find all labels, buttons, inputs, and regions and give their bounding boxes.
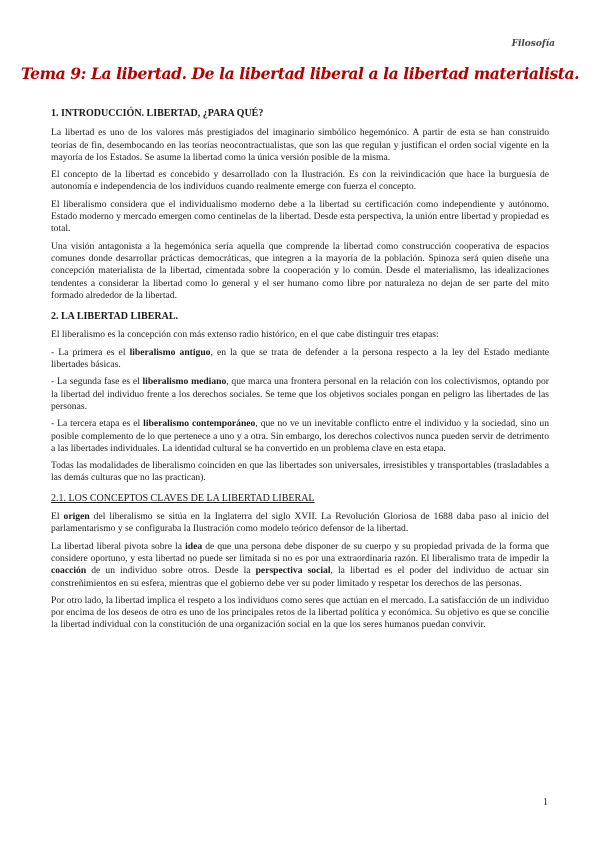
paragraph: El liberalismo considera que el individualismo moderno debe a la libertad su certificación como independiente y autónomo. Estado moderno y mercado emergen como centinelas de la libertad. Desde esta perspectiva, la unión entre libertad y propiedad es total. (51, 198, 549, 235)
header-subject: Filosofía (511, 39, 555, 49)
paragraph: La libertad liberal pivota sobre la idea de que una persona debe disponer de su cuerpo y su propiedad privada de la forma que considere oportuno, y esta libertad no puede ser limitada si no es por una extraordinaria razón. El liberalismo trata de impedir la coacción de un individuo sobre otros. Desde la perspectiva social, la libertad es el poder del individuo de actuar sin constreñimientos en su esfera, mientras que el gobierno debe ver su poder limitado y respetar los derechos de las personas. (51, 540, 550, 589)
document-body (51, 108, 549, 637)
emphasis: liberalismo antiguo (129, 346, 211, 358)
list-item-stage-2: - La segunda fase es el liberalismo mediano, que marca una frontera personal en la relación con los colectivismos, optando por la libertad del individuo frente a los derechos sociales. Se teme que los objetivos sociales pongan en peligro las libertades de las personas. (51, 376, 549, 412)
document-title: Tema 9: La libertad. De la libertad liberal a la libertad materialista. (20, 64, 580, 83)
paragraph: Todas las modalidades de liberalismo coinciden en que las libertades son universales, irresistibles y transportables (trasladables a las demás culturas que no las practican). (51, 460, 549, 484)
section-heading-intro: 1. INTRODUCCIÓN. LIBERTAD, ¿PARA QUÉ? (51, 108, 264, 119)
paragraph: Una visión antagonista a la hegemónica sería aquella que comprende la libertad como construcción cooperativa de espacios comunes donde desarrollar prácticas democráticas, que integren a la mayoría de la población. Spinoza será quien diseñe una concepción materialista de la libertad, cimentada sobre la cooperación y lo común. Desde el materialismo, las idealizaciones tendentes a considerar la libertad como lo general y el ser humano como libre por naturaleza no dejan de ser parte del mito formado alrededor de la libertad. (51, 240, 549, 301)
emphasis: idea (185, 540, 203, 552)
paragraph: El origen del liberalismo se sitúa en la Inglaterra del siglo XVII. La Revolución Gloriosa de 1688 daba paso al inicio del parlamentarismo y se configuraba la Ilustración como modelo teórico defensor de la libertad. (51, 511, 549, 535)
paragraph: La libertad es uno de los valores más prestigiados del imaginario simbólico hegemónico. A partir de esta se han construido teorías de fin, desembocando en las teorías neocontractualistas, que son las que regulan y justifican el orden social vigente en la mayoría de los Estados. Se asume la libertad como la única versión posible de la misma. (51, 127, 549, 163)
emphasis: coacción (51, 565, 87, 577)
section-heading-liberal: 2. LA LIBERTAD LIBERAL. (51, 311, 178, 323)
page-number: 1 (543, 797, 548, 808)
paragraph: El liberalismo es la concepción con más extenso radio histórico, en el que cabe distinguir tres etapas: (51, 329, 439, 341)
emphasis: perspectiva social (255, 565, 331, 577)
emphasis: liberalismo mediano (142, 376, 227, 388)
subsection-heading-concepts: 2.1. LOS CONCEPTOS CLAVES DE LA LIBERTAD LIBERAL (51, 492, 315, 504)
list-item-stage-3: - La tercera etapa es el liberalismo contemporáneo, que no ve un inevitable conflicto entre el individuo y la sociedad, sino un posible complemento de lo que pertenece a uno y a otra. Sin embargo, los derechos colectivos nunca pueden servir de detrimento a las libertades individuales. La identidad cultural se ha convertido en un problema clave en esta etapa. (51, 418, 549, 454)
paragraph: Por otro lado, la libertad implica el respeto a los individuos como seres que actúan en el mercado. La satisfacción de un individuo por encima de los deseos de otro es uno de los principales retos de la libertad política y económica. Su objetivo es que se concilie la libertad individual con la constitución de una organización social en la que los seres humanos puedan convivir. (51, 594, 549, 631)
emphasis: liberalismo contemporáneo (143, 418, 256, 430)
list-item-stage-1: - La primera es el liberalismo antiguo, en la que se trata de defender a la persona respecto a la ley del Estado mediante libertades básicas. (51, 346, 549, 371)
emphasis: origen (63, 511, 90, 523)
paragraph: El concepto de la libertad es concebido y desarrollado con la Ilustración. Es con la reivindicación que hace la burguesía de autonomía e independencia de los individuos cuando realmente emerge con fuerza el concepto. (51, 169, 549, 193)
